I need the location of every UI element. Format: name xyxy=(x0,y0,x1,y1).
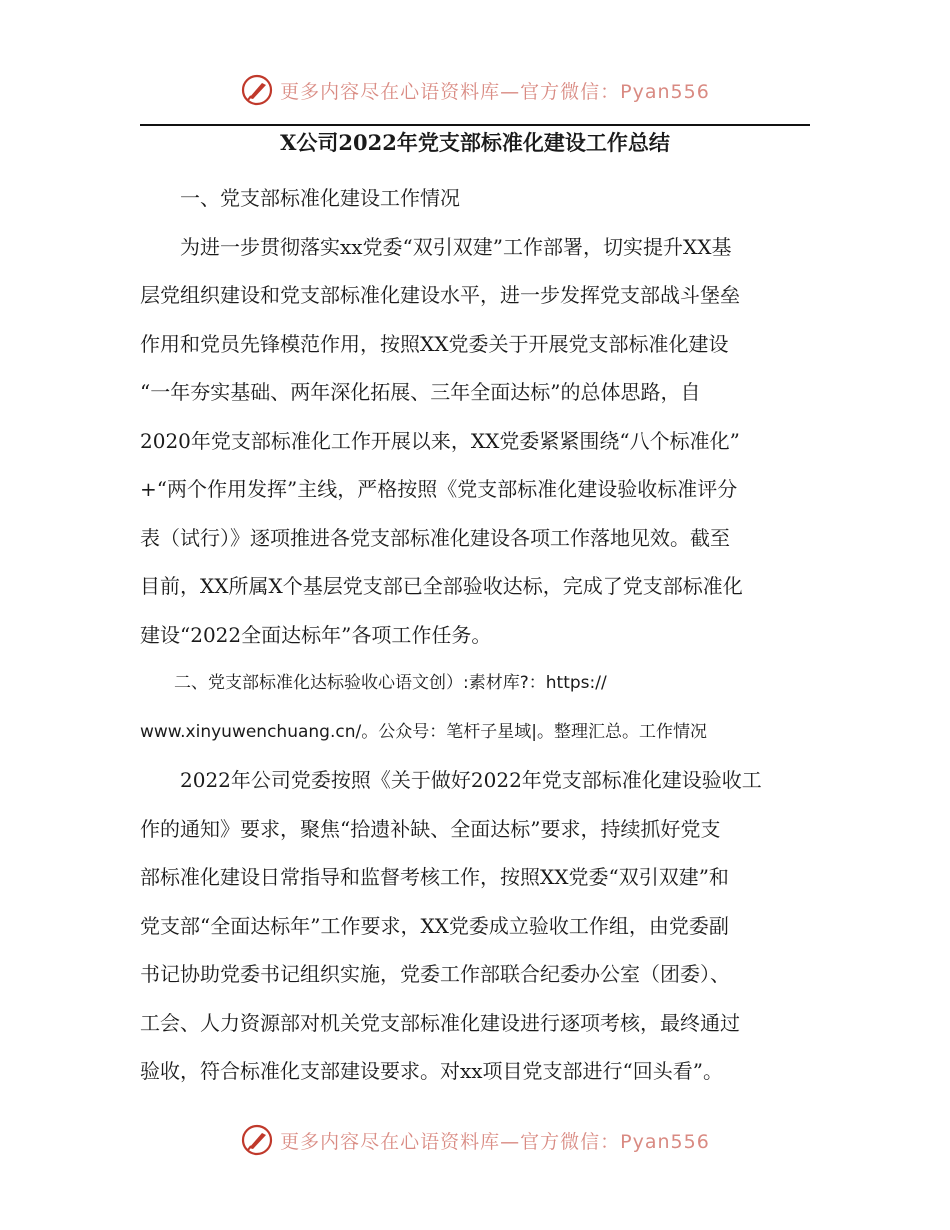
paragraph-line: 建设“2022全面达标年”各项工作任务。 xyxy=(140,622,492,647)
paragraph-line: 2020年党支部标准化工作开展以来，XX党委紧紧围绕“八个标准化” xyxy=(140,428,740,453)
paragraph-line: 部标准化建设日常指导和监督考核工作，按照XX党委“双引双建”和 xyxy=(140,865,729,889)
section-heading-2: 二、党支部标准化达标验收心语文创）:素材库?：https:// xyxy=(140,673,607,693)
paragraph-line: “一年夯实基础、两年深化拓展、三年全面达标”的总体思路，自 xyxy=(140,380,701,404)
footer-banner xyxy=(0,1120,950,1160)
document-body xyxy=(140,178,810,1100)
paragraph-line: +“两个作用发挥”主线，严格按照《党支部标准化建设验收标准评分 xyxy=(140,477,738,501)
footer-banner-text: 更多内容尽在心语资料库—官方微信：Pyan556 xyxy=(280,1130,710,1153)
paragraph-line: 党支部“全面达标年”工作要求，XX党委成立验收工作组，由党委副 xyxy=(140,913,729,938)
paragraph-line: 为进一步贯彻落实xx党委“双引双建”工作部署，切实提升XX基 xyxy=(140,234,732,259)
quill-pen-logo-icon xyxy=(240,73,274,107)
section-heading-2-continued: www.xinyuwenchuang.cn/。公众号：笔杆子星域|。整理汇总。工作情况 xyxy=(140,721,707,742)
document-title: X公司2022年党支部标准化建设工作总结 xyxy=(280,130,670,155)
quill-pen-logo-icon xyxy=(240,1123,274,1157)
header-divider xyxy=(140,124,810,126)
section-heading-1: 一、党支部标准化建设工作情况 xyxy=(140,186,460,210)
paragraph-line: 作的通知》要求，聚焦“拾遗补缺、全面达标”要求，持续抓好党支 xyxy=(140,816,721,841)
header-banner-text: 更多内容尽在心语资料库—官方微信：Pyan556 xyxy=(280,80,710,103)
paragraph-line: 2022年公司党委按照《关于做好2022年党支部标准化建设验收工 xyxy=(140,768,762,792)
paragraph-line: 作用和党员先锋模范作用，按照XX党委关于开展党支部标准化建设 xyxy=(140,331,729,356)
paragraph-line: 目前，XX所属X个基层党支部已全部验收达标，完成了党支部标准化 xyxy=(140,574,743,598)
header-banner xyxy=(0,70,950,110)
paragraph-line: 验收，符合标准化支部建设要求。对xx项目党支部进行“回头看”。 xyxy=(140,1059,724,1083)
paragraph-line: 书记协助党委书记组织实施，党委工作部联合纪委办公室（团委）、 xyxy=(140,962,730,986)
paragraph-line: 表（试行）》逐项推进各党支部标准化建设各项工作落地见效。截至 xyxy=(140,525,730,550)
paragraph-line: 工会、人力资源部对机关党支部标准化建设进行逐项考核，最终通过 xyxy=(140,1010,740,1035)
paragraph-line: 层党组织建设和党支部标准化建设水平，进一步发挥党支部战斗堡垒 xyxy=(140,283,740,307)
